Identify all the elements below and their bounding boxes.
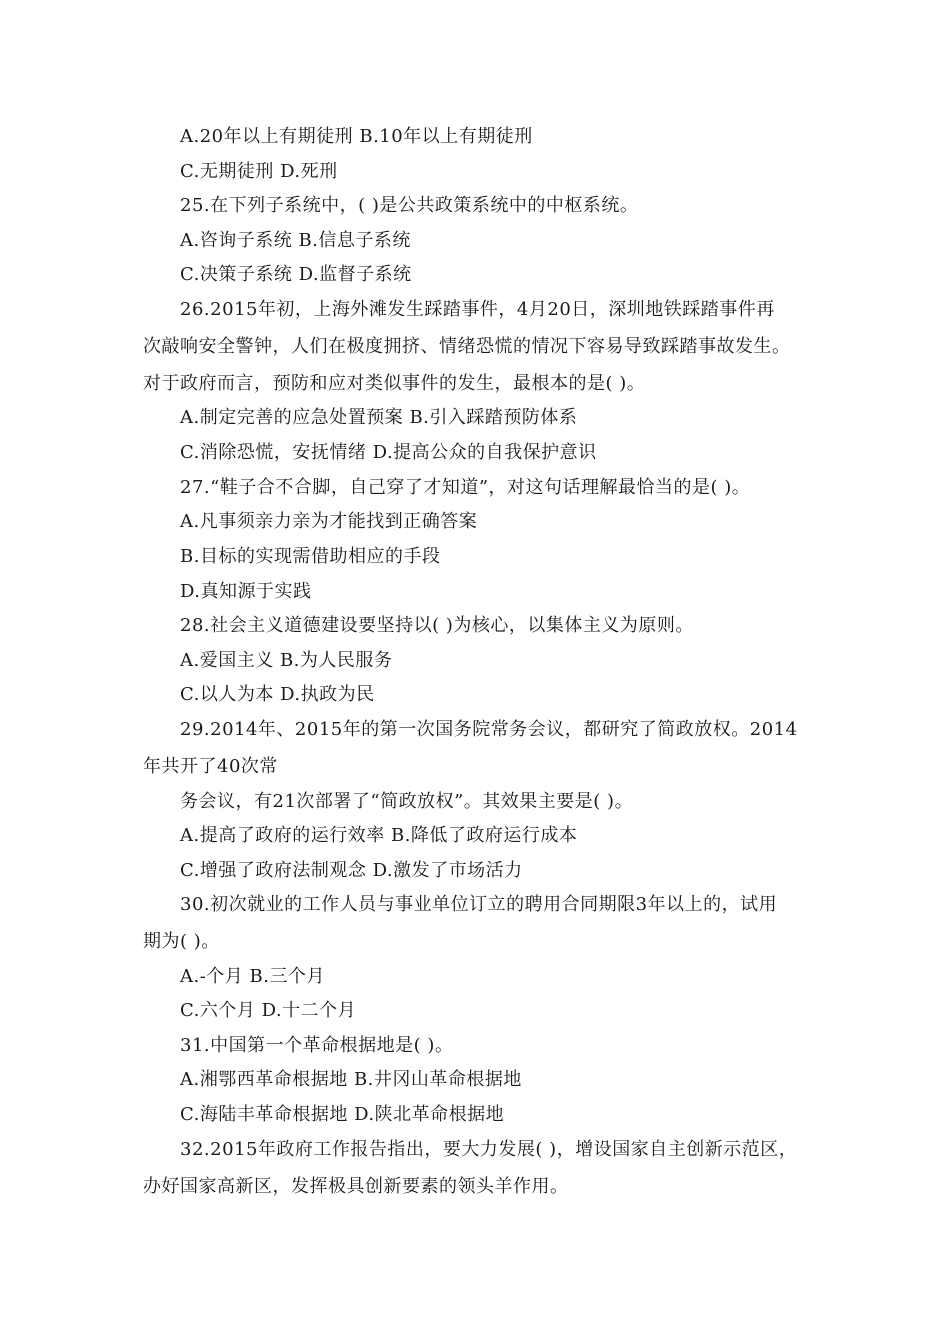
text-line: 次敲响安全警钟，人们在极度拥挤、情绪恐慌的情况下容易导致踩踏事故发生。: [143, 336, 791, 357]
text-line: A.爱国主义 B.为人民服务: [180, 650, 393, 671]
text-line: C.海陆丰革命根据地 D.陕北革命根据地: [180, 1104, 505, 1125]
text-line: 对于政府而言，预防和应对类似事件的发生，最根本的是( )。: [143, 373, 646, 394]
text-line: A.-个月 B.三个月: [180, 966, 325, 987]
text-line: B.目标的实现需借助相应的手段: [180, 546, 441, 567]
text-line: 30.初次就业的工作人员与事业单位订立的聘用合同期限3年以上的，试用: [180, 894, 778, 915]
text-line: C.六个月 D.十二个月: [180, 1000, 357, 1021]
text-line: 办好国家高新区，发挥极具创新要素的领头羊作用。: [143, 1176, 569, 1197]
text-line: 26.2015年初，上海外滩发生踩踏事件，4月20日，深圳地铁踩踏事件再: [180, 299, 775, 320]
text-line: C.无期徒刑 D.死刑: [180, 161, 338, 182]
text-line: 32.2015年政府工作报告指出，要大力发展( )，增设国家自主创新示范区，: [180, 1139, 798, 1160]
text-line: 27.“鞋子合不合脚，自己穿了才知道”，对这句话理解最恰当的是( )。: [180, 477, 751, 498]
text-line: C.决策子系统 D.监督子系统: [180, 264, 412, 285]
text-line: C.以人为本 D.执政为民: [180, 684, 375, 705]
text-line: C.增强了政府法制观念 D.激发了市场活力: [180, 860, 523, 881]
text-line: A.制定完善的应急处置预案 B.引入踩踏预防体系: [180, 407, 578, 428]
text-line: D.真知源于实践: [180, 581, 312, 602]
text-line: 年共开了40次常: [143, 756, 278, 777]
text-line: A.咨询子系统 B.信息子系统: [180, 230, 411, 251]
text-line: 29.2014年、2015年的第一次国务院常务会议，都研究了简政放权。2014: [180, 719, 798, 740]
text-line: A.凡事须亲力亲为才能找到正确答案: [180, 511, 478, 532]
text-line: 28.社会主义道德建设要坚持以( )为核心，以集体主义为原则。: [180, 615, 694, 636]
text-line: A.湘鄂西革命根据地 B.井冈山革命根据地: [180, 1069, 522, 1090]
text-line: 25.在下列子系统中，( )是公共政策系统中的中枢系统。: [180, 195, 639, 216]
text-line: 期为( )。: [143, 931, 220, 952]
text-line: 务会议，有21次部署了“简政放权”。其效果主要是( )。: [180, 791, 634, 812]
text-line: C.消除恐慌，安抚情绪 D.提高公众的自我保护意识: [180, 442, 597, 463]
text-line: A.20年以上有期徒刑 B.10年以上有期徒刑: [180, 126, 533, 147]
text-line: A.提高了政府的运行效率 B.降低了政府运行成本: [180, 825, 578, 846]
text-line: 31.中国第一个革命根据地是( )。: [180, 1035, 454, 1056]
